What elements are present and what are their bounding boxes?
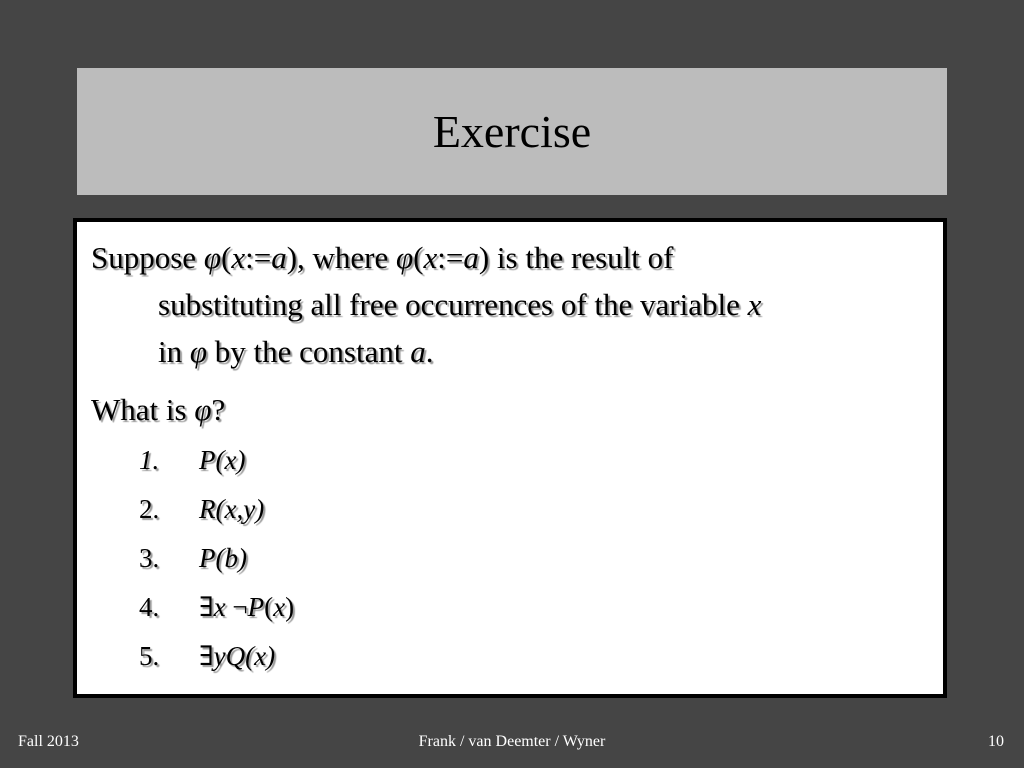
paren-close: ) <box>285 592 295 622</box>
assign-op: := <box>437 240 464 275</box>
definition-line-2 <box>91 281 931 328</box>
text-in: in <box>158 334 190 369</box>
text-where: ), where <box>286 240 396 275</box>
item-number: 1. <box>139 445 160 475</box>
paragraph-definition <box>91 234 931 375</box>
variable-x: x <box>747 287 762 322</box>
phi-symbol: φ <box>189 334 208 369</box>
question-mark: ? <box>211 392 226 427</box>
list-item <box>139 591 294 623</box>
item-number: 2. <box>139 494 160 524</box>
assign-op: := <box>245 240 272 275</box>
phi-symbol: φ <box>203 240 221 275</box>
list-item <box>139 542 247 574</box>
paren-open: ( <box>413 240 424 275</box>
text-suppose: Suppose <box>91 240 204 275</box>
variable-x: x <box>231 240 246 275</box>
variable-x: x <box>213 592 233 622</box>
phi-symbol: φ <box>194 392 212 427</box>
title-box <box>77 68 947 195</box>
item-number: 4. <box>139 592 160 622</box>
constant-a: a <box>463 240 479 275</box>
text-result-of: ) is the result of <box>478 240 674 275</box>
item-formula: P(b) <box>199 543 247 573</box>
exists-symbol: ∃ <box>199 641 214 671</box>
definition-line-1 <box>91 234 931 281</box>
variable-x: x <box>273 592 286 622</box>
phi-symbol: φ <box>396 240 414 275</box>
item-number: 3. <box>139 543 160 573</box>
slide-title: Exercise <box>432 106 592 157</box>
period: . <box>425 334 434 369</box>
exists-symbol: ∃ <box>199 592 214 622</box>
text-by-constant: by the constant <box>207 334 411 369</box>
list-item <box>139 640 275 672</box>
item-formula: R(x,y) <box>199 494 265 524</box>
content-box <box>73 218 947 698</box>
constant-a: a <box>410 334 426 369</box>
variable-x: x <box>423 240 438 275</box>
list-item <box>139 444 245 476</box>
text-substituting: substituting all free occurrences of the variable <box>158 287 748 322</box>
paren-open: ( <box>264 592 274 622</box>
item-number: 5. <box>139 641 160 671</box>
footer-date: Fall 2013 <box>18 733 79 750</box>
paragraph-question <box>91 386 931 433</box>
list-item <box>139 493 264 525</box>
question-line <box>91 386 931 433</box>
item-formula: P(x) <box>199 445 246 475</box>
definition-line-3 <box>91 328 931 375</box>
paren-open: ( <box>220 240 232 275</box>
item-formula: yQ(x) <box>213 641 276 671</box>
footer-page-number: 10 <box>988 733 1004 750</box>
predicate-p: P <box>247 592 265 622</box>
footer-authors: Frank / van Deemter / Wyner <box>418 733 606 750</box>
negation-symbol: ¬ <box>232 592 248 622</box>
text-what-is: What is <box>91 392 195 427</box>
constant-a: a <box>271 240 287 275</box>
